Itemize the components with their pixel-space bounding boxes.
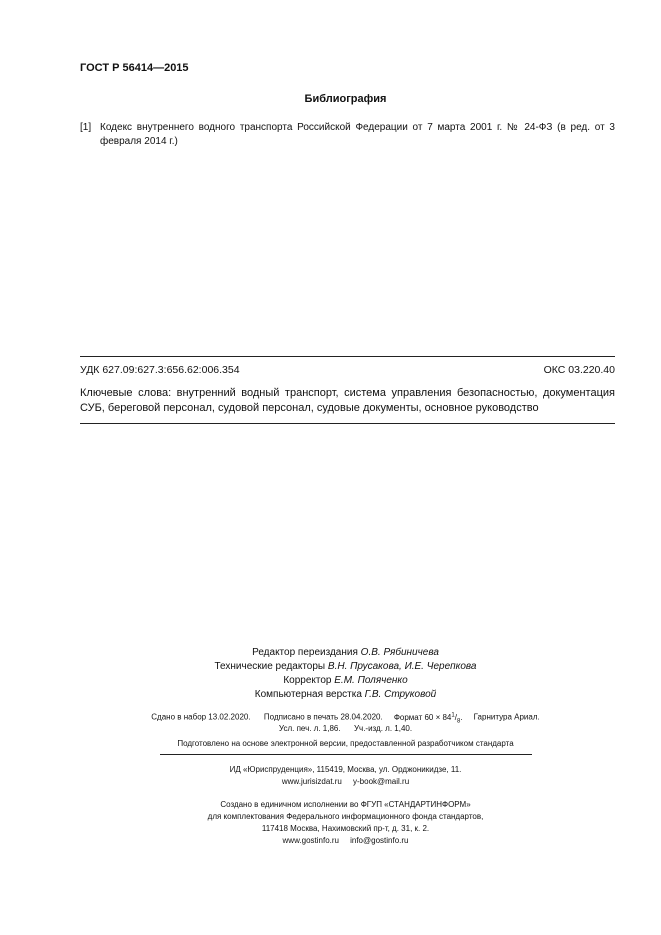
producer-contacts bbox=[0, 835, 661, 847]
format-value: Формат $60 \times 84^1/_8$. bbox=[393, 712, 463, 725]
publisher-site-link[interactable]: www.jurisizdat.ru bbox=[281, 777, 342, 786]
publisher-address: ИД «Юриспруденция», 115419, Москва, ул. Орджоникидзе, 11. bbox=[229, 765, 462, 774]
udk-code: УДК 627.09:627.3:656.62:006.354 bbox=[80, 364, 240, 376]
publishing-line-2: Усл. печ. л. 1,86. Уч.-изд. л. 1,40. bbox=[278, 724, 413, 733]
publisher-contacts bbox=[0, 776, 661, 788]
divider-publisher bbox=[160, 754, 532, 755]
oks-code: ОКС 03.220.40 bbox=[543, 364, 615, 376]
producer-line-3: 117418 Москва, Нахимовский пр-т, д. 31, к. 2. bbox=[261, 824, 430, 833]
bibliography-entry bbox=[80, 121, 615, 149]
credit-editor: Редактор переиздания О.В. Рябиничева bbox=[252, 647, 439, 658]
producer-site-link[interactable]: www.gostinfo.ru bbox=[282, 836, 339, 845]
divider-top bbox=[80, 356, 615, 357]
publisher-email-link[interactable]: y-book@mail.ru bbox=[353, 777, 410, 786]
credit-corrector: Корректор Е.М. Поляченко bbox=[283, 675, 408, 686]
document-code: ГОСТ Р 56414—2015 bbox=[80, 62, 189, 74]
producer-line-1: Создано в единичном исполнении во ФГУП «СТАНДАРТИНФОРМ» bbox=[220, 800, 471, 809]
publishing-line-1: Сдано в набор 13.02.2020. Подписано в печать 28.04.2020. Формат $60 \times 84^1/_8$. Гарнитура Ариал. bbox=[151, 712, 540, 725]
reference-number: [1] bbox=[80, 122, 92, 133]
credit-tech-editors: Технические редакторы В.Н. Прусакова, И.Е. Черепкова bbox=[214, 661, 477, 672]
producer-email-link[interactable]: info@gostinfo.ru bbox=[350, 836, 409, 845]
prepared-note: Подготовлено на основе электронной версии, предоставленной разработчиком стандарта bbox=[177, 739, 514, 748]
bibliography-title: Библиография bbox=[304, 93, 387, 105]
credit-layout: Компьютерная верстка Г.В. Струковой bbox=[254, 689, 437, 700]
credits-block bbox=[0, 646, 661, 702]
keywords-text: Ключевые слова: внутренний водный транспорт, система управления безопасностью, документация СУБ, береговой персонал, судовой персонал, судовые документы, основное руководство bbox=[80, 387, 615, 414]
reference-text: Кодекс внутреннего водного транспорта Российской Федерации от 7 марта 2001 г. № 24-ФЗ (в ред. от 3 февраля 2014 г.) bbox=[100, 122, 615, 147]
producer-line-2: для комплектования Федерального информационного фонда стандартов, bbox=[207, 812, 484, 821]
divider-bottom bbox=[80, 423, 615, 424]
